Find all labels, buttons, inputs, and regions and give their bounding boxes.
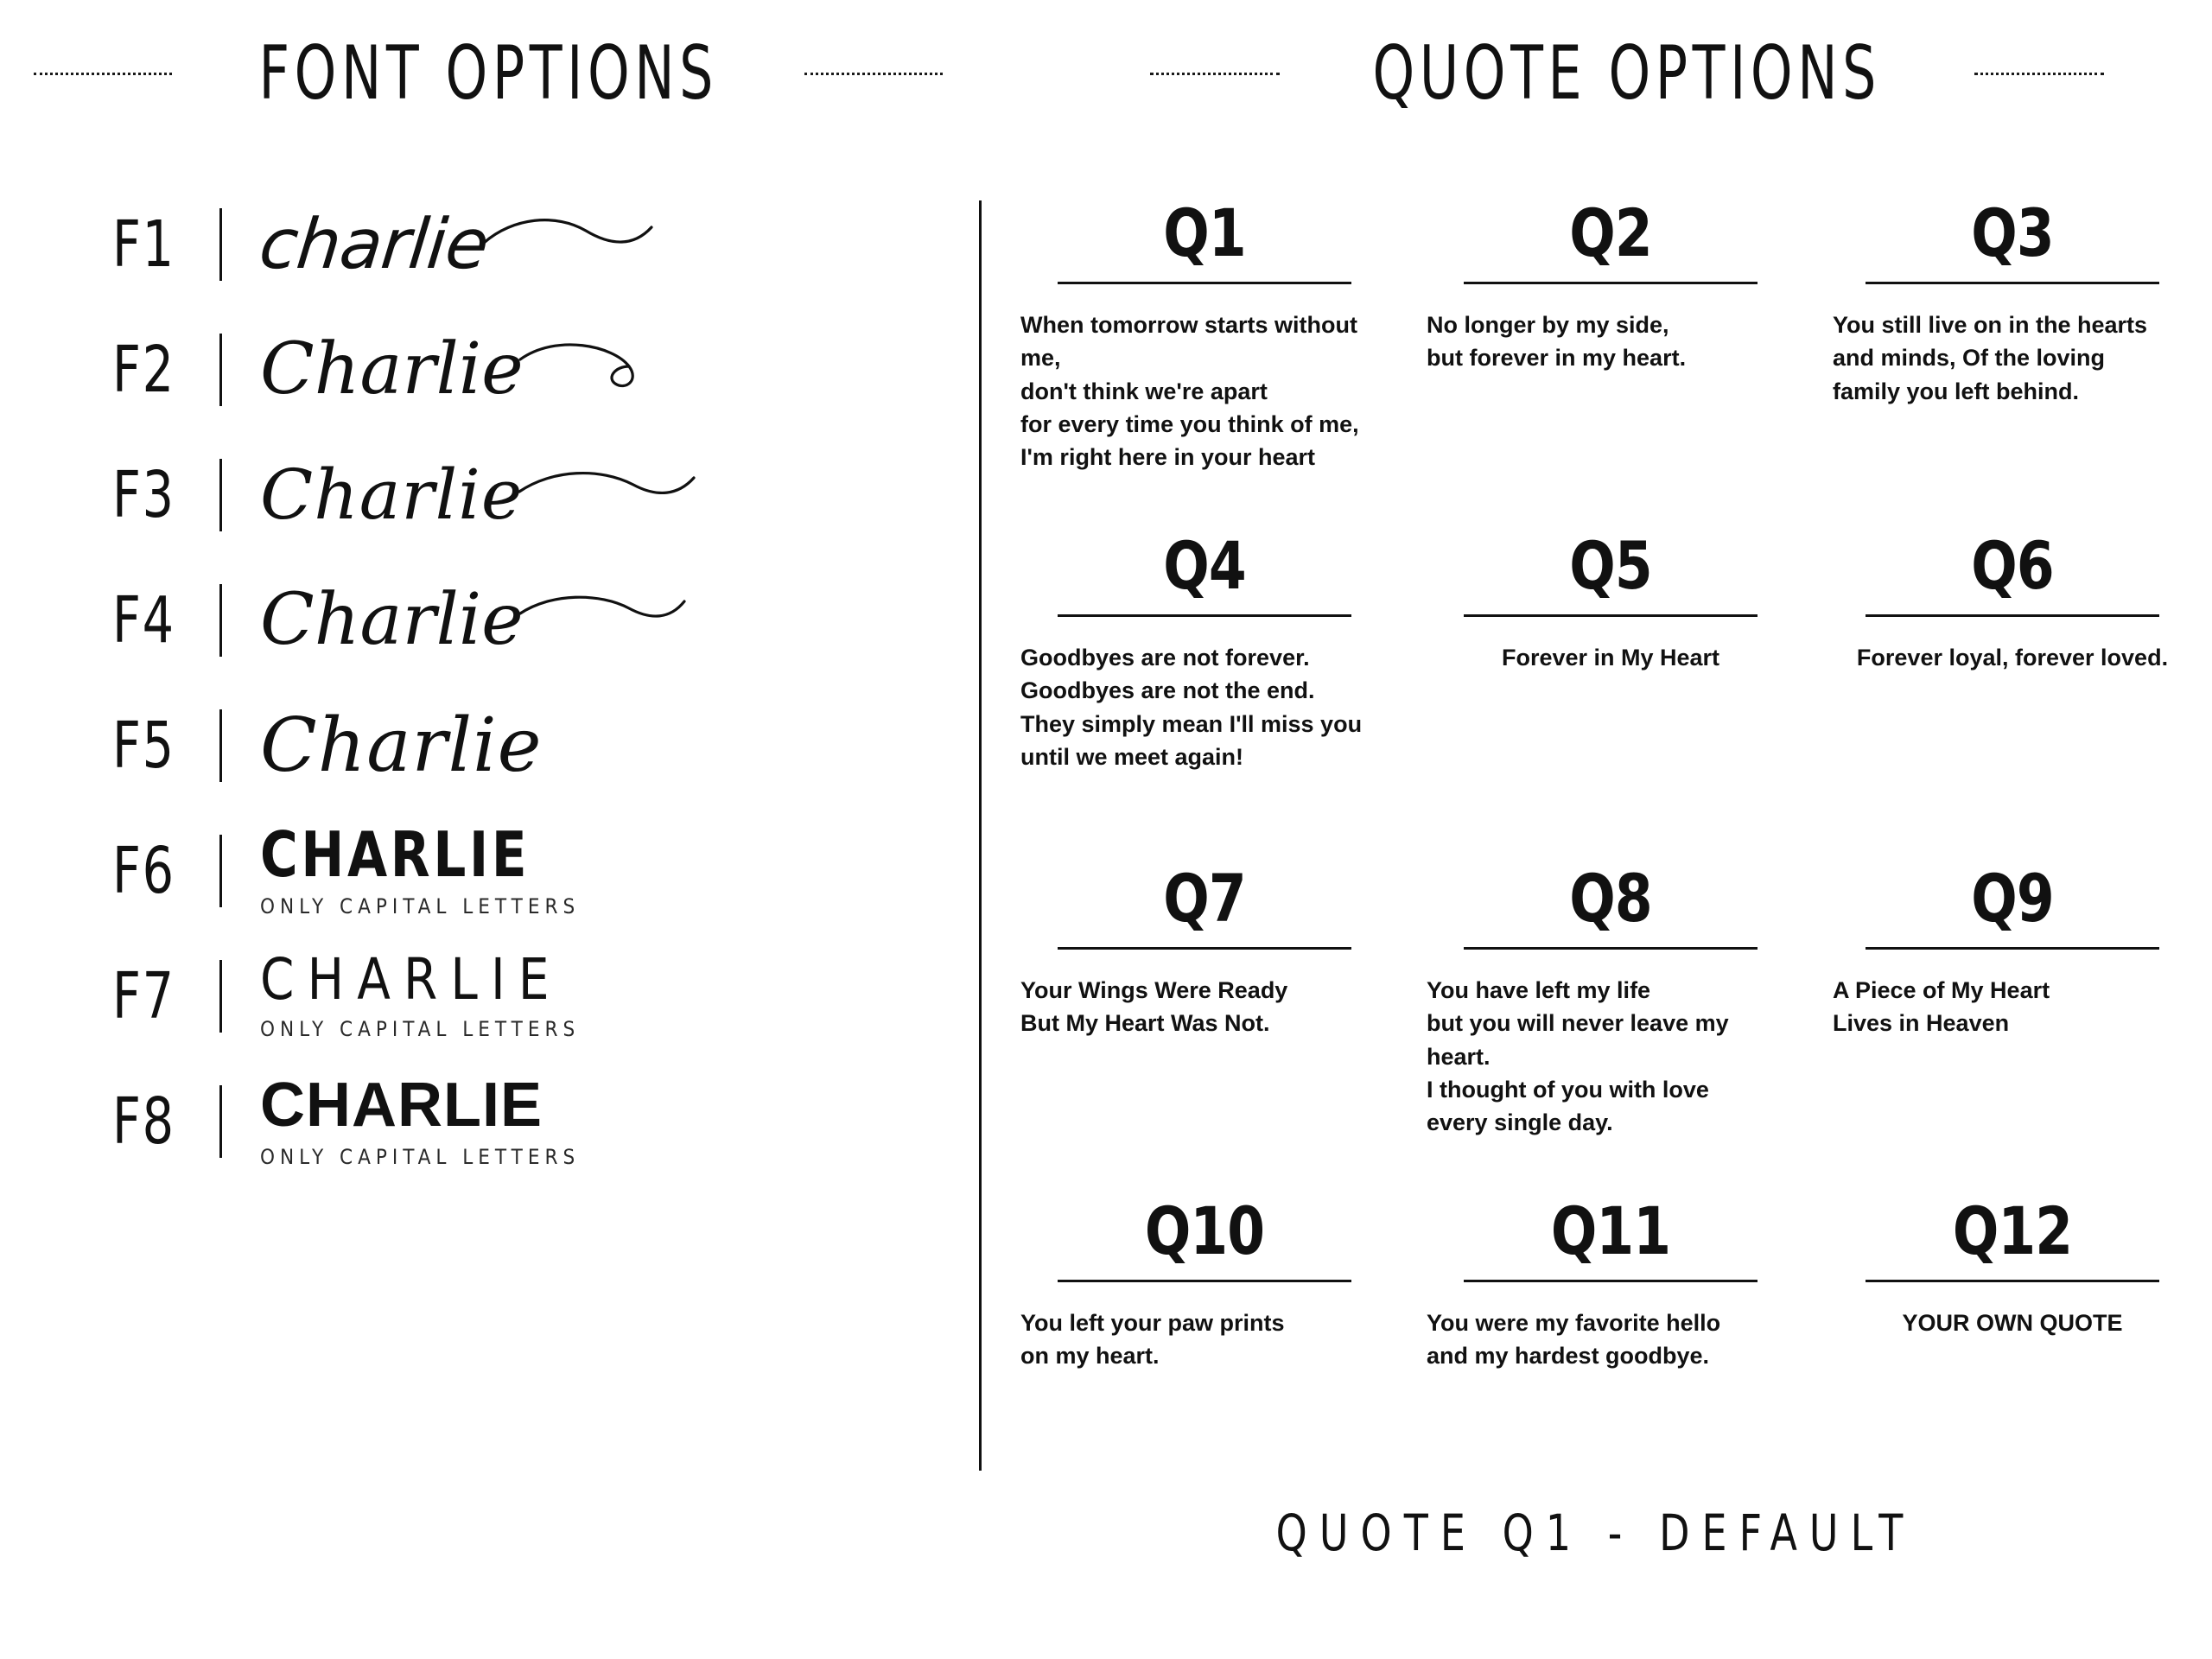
quote-options-section: [979, 0, 2212, 1659]
quote-rule: [1464, 282, 1758, 284]
dashed-rule-right-icon: [1974, 73, 2104, 75]
separator-bar: [219, 709, 222, 782]
quote-option-label: Q4: [1163, 527, 1246, 604]
font-option-row[interactable]: [112, 307, 942, 432]
font-sample-wrap: [260, 578, 700, 661]
quote-rule: [1464, 1280, 1758, 1282]
quote-option-label: Q8: [1569, 860, 1652, 937]
quote-line: You have left my life: [1427, 977, 1651, 1003]
font-option-note: ONLY CAPITAL LETTERS: [260, 893, 581, 918]
font-option-code: F1: [112, 207, 175, 282]
quote-rule: [1058, 614, 1351, 617]
font-option-code: F3: [112, 457, 175, 532]
quote-option-text: [1020, 308, 1389, 474]
quote-option-text: [1427, 974, 1795, 1140]
quote-rule: [1464, 614, 1758, 617]
quote-option-cell[interactable]: [1001, 860, 1408, 1198]
quote-rule: [1866, 947, 2159, 950]
quote-options-heading: [1135, 30, 2120, 117]
quote-option-text: [1020, 641, 1389, 773]
quote-option-cell[interactable]: [1001, 194, 1408, 533]
quote-line: but you will never leave my heart.: [1427, 1010, 1729, 1070]
flourish-icon: [518, 337, 700, 402]
font-sample-line: [256, 203, 664, 284]
quote-line: but forever in my heart.: [1427, 345, 1687, 372]
font-sample-text: Charlie: [260, 578, 524, 661]
quote-option-cell[interactable]: [1408, 1192, 1814, 1531]
quote-rule: [1058, 947, 1351, 950]
quote-option-cell[interactable]: [1408, 194, 1814, 533]
font-sample-wrap: [260, 454, 699, 535]
quote-options-title: QUOTE OPTIONS: [1372, 30, 1882, 117]
font-sample-wrap: [260, 945, 581, 1041]
quote-option-text: [1427, 1306, 1795, 1373]
quote-rule: [1866, 614, 2159, 617]
font-option-row[interactable]: [112, 432, 942, 557]
quote-option-text: [1833, 1306, 2192, 1339]
quote-option-text: [1020, 1306, 1389, 1373]
separator-bar: [219, 835, 222, 907]
quote-line: and my hardest goodbye.: [1427, 1343, 1710, 1370]
quote-line: until we meet again!: [1020, 743, 1244, 770]
quote-rule: [1866, 282, 2159, 284]
quote-line: for every time you think of me,: [1020, 410, 1359, 437]
quote-line: Forever loyal, forever loved.: [1856, 645, 2169, 671]
quote-options-grid: [1001, 194, 2211, 1531]
quote-option-label: Q2: [1569, 194, 1652, 271]
font-option-note: ONLY CAPITAL LETTERS: [260, 1144, 581, 1169]
quote-line: When tomorrow starts without me,: [1020, 312, 1357, 372]
quote-option-label: Q10: [1144, 1192, 1265, 1269]
separator-bar: [219, 584, 222, 657]
quote-line: Lives in Heaven: [1833, 1010, 2010, 1037]
quote-line: No longer by my side,: [1427, 312, 1669, 338]
quote-line: and minds, Of the loving: [1833, 345, 2106, 372]
font-option-code: F6: [112, 833, 175, 908]
font-sample-text: CHARLIE: [260, 1070, 543, 1140]
quote-option-text: [1427, 308, 1795, 375]
font-option-code: F2: [112, 332, 175, 407]
font-option-code: F4: [112, 582, 175, 658]
quote-rule: [1058, 282, 1351, 284]
quote-line: But My Heart Was Not.: [1020, 1010, 1270, 1037]
font-option-row[interactable]: [112, 683, 942, 808]
font-sample-wrap: [260, 1070, 581, 1169]
quote-option-cell[interactable]: [1408, 860, 1814, 1198]
font-sample-line: [260, 578, 700, 661]
font-option-row[interactable]: [112, 1058, 942, 1184]
font-option-row[interactable]: [112, 808, 942, 933]
separator-bar: [219, 208, 222, 281]
dashed-rule-left-icon: [1150, 73, 1280, 75]
quote-option-label: Q3: [1971, 194, 2054, 271]
separator-bar: [219, 334, 222, 406]
quote-option-label: Q9: [1971, 860, 2054, 937]
quote-option-label: Q12: [1952, 1192, 2073, 1269]
font-option-code: F7: [112, 958, 175, 1033]
quote-line: I'm right here in your heart: [1020, 444, 1315, 471]
quote-option-cell[interactable]: [1814, 194, 2211, 533]
quote-option-cell[interactable]: [1001, 527, 1408, 866]
font-sample-line: [260, 945, 580, 1013]
quote-option-cell[interactable]: [1408, 527, 1814, 866]
quote-option-cell[interactable]: [1814, 527, 2211, 866]
quote-line: You were my favorite hello: [1427, 1310, 1721, 1336]
quote-line: on my heart.: [1020, 1343, 1160, 1370]
quote-line: don't think we're apart: [1020, 378, 1268, 404]
quote-option-label: Q1: [1163, 194, 1246, 271]
quote-option-text: [1427, 641, 1795, 674]
font-options-title: FONT OPTIONS: [258, 30, 718, 117]
font-sample-text: charlie: [256, 203, 493, 284]
quote-line: You left your paw prints: [1020, 1310, 1285, 1336]
separator-bar: [219, 960, 222, 1033]
font-sample-text: CHARLIE: [260, 817, 531, 891]
quote-option-text: [1020, 974, 1389, 1040]
dashed-rule-right-icon: [804, 73, 943, 75]
font-option-row[interactable]: [112, 557, 942, 683]
quote-option-text: [1833, 308, 2192, 408]
separator-bar: [219, 1085, 222, 1158]
font-sample-text: CHARLIE: [260, 945, 563, 1013]
flourish-icon: [518, 462, 699, 527]
font-option-row[interactable]: [112, 181, 942, 307]
quote-option-label: Q7: [1163, 860, 1246, 937]
dashed-rule-left-icon: [34, 73, 172, 75]
quote-line: Forever in My Heart: [1501, 645, 1720, 671]
quote-rule: [1464, 947, 1758, 950]
quote-rule: [1866, 1280, 2159, 1282]
flourish-icon: [482, 212, 664, 276]
quote-option-cell[interactable]: [1814, 860, 2211, 1198]
quote-option-label: Q5: [1569, 527, 1652, 604]
font-sample-line: [260, 817, 580, 891]
font-sample-wrap: [260, 702, 543, 789]
font-sample-text: Charlie: [260, 702, 543, 789]
default-quote-note: QUOTE Q1 - DEFAULT: [1275, 1503, 1916, 1562]
quote-line: Goodbyes are not forever.: [1020, 645, 1310, 671]
quote-line: They simply mean I'll miss you: [1020, 710, 1363, 737]
font-sample-line: [260, 327, 700, 410]
quote-line: You still live on in the hearts: [1833, 312, 2148, 338]
font-option-note: ONLY CAPITAL LETTERS: [260, 1016, 581, 1041]
quote-option-label: Q11: [1550, 1192, 1671, 1269]
quote-line: I thought of you with love: [1427, 1076, 1709, 1103]
font-option-code: F8: [112, 1084, 175, 1159]
separator-bar: [219, 459, 222, 531]
quote-option-label: Q6: [1971, 527, 2054, 604]
font-options-heading: [52, 30, 925, 117]
font-sample-wrap: [260, 327, 700, 410]
font-sample-line: [260, 454, 699, 535]
font-sample-wrap: [256, 203, 664, 284]
font-sample-line: [260, 702, 543, 789]
quote-option-cell[interactable]: [1814, 1192, 2211, 1531]
quote-option-text: [1833, 641, 2192, 674]
font-options-section: [0, 0, 976, 1659]
quote-line: every single day.: [1427, 1109, 1613, 1136]
quote-option-cell[interactable]: [1001, 1192, 1408, 1531]
font-sample-line: [260, 1070, 580, 1140]
font-options-list: [112, 181, 942, 1184]
quote-line: YOUR OWN QUOTE: [1902, 1310, 2123, 1336]
font-sample-text: Charlie: [260, 327, 524, 410]
quote-option-text: [1833, 974, 2192, 1040]
quote-line: Goodbyes are not the end.: [1020, 677, 1315, 704]
quote-rule: [1058, 1280, 1351, 1282]
font-sample-text: Charlie: [260, 454, 524, 535]
quote-line: family you left behind.: [1833, 378, 2080, 404]
font-sample-wrap: [260, 817, 581, 918]
font-option-row[interactable]: [112, 933, 942, 1058]
quote-line: Your Wings Were Ready: [1020, 977, 1288, 1003]
quote-line: A Piece of My Heart: [1833, 977, 2050, 1003]
font-option-code: F5: [112, 708, 175, 783]
flourish-icon: [518, 588, 700, 652]
